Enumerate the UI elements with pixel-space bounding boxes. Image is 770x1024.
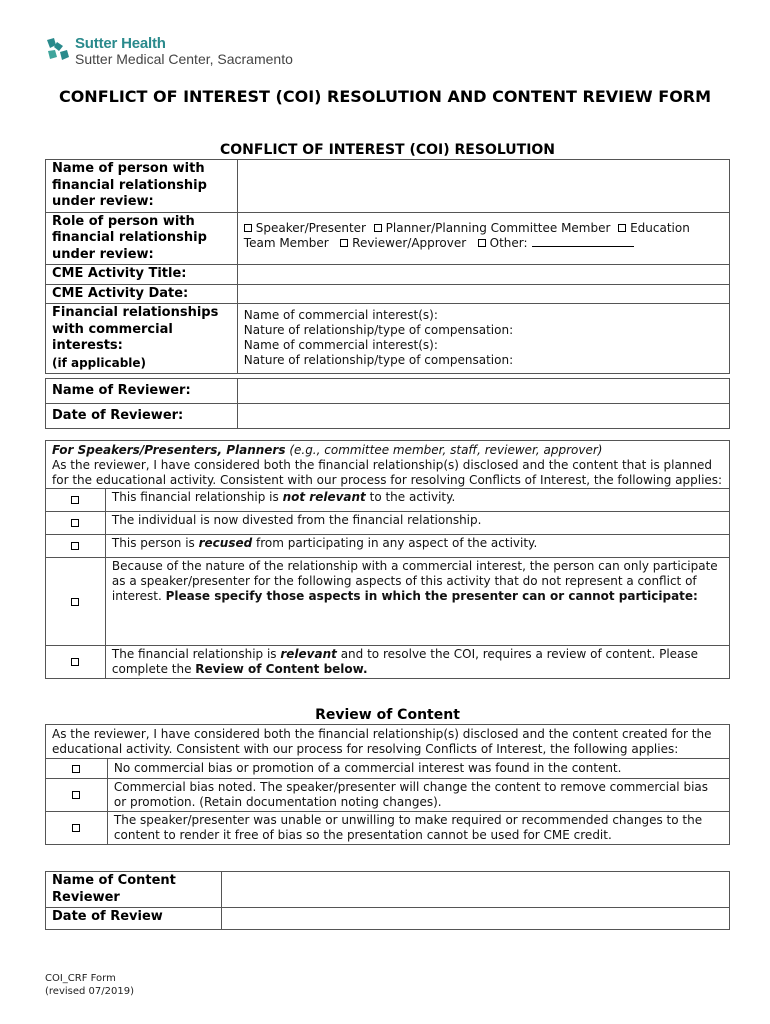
form-title: CONFLICT OF INTEREST (COI) RESOLUTION AND CONTENT REVIEW FORM: [58, 87, 712, 106]
coi-table: [45, 159, 730, 374]
option-education-label: Education: [630, 220, 690, 235]
option-planner-label: Planner/Planning Committee Member: [385, 220, 611, 235]
relationship-nature-line: Nature of relationship/type of compensation:: [243, 353, 514, 367]
table-row: [46, 284, 730, 304]
option-team-member-label: Team Member: [243, 235, 329, 250]
table-row: [46, 379, 730, 404]
table-row: [46, 812, 730, 845]
financial-label-cell: [46, 304, 238, 374]
speakers-option-5-checkbox[interactable]: [46, 646, 106, 679]
content-reviewer-name-label: Name of Content Reviewer: [46, 872, 222, 908]
financial-details[interactable]: [237, 304, 729, 374]
person-name-label: Name of person with financial relationship under review:: [46, 160, 238, 213]
table-row: [46, 304, 730, 374]
speakers-option-1-checkbox[interactable]: [46, 489, 106, 512]
financial-label-note: (if applicable): [52, 355, 147, 370]
role-options: [237, 212, 729, 265]
sutter-logo-icon: [45, 36, 71, 64]
speakers-option-1: This financial relationship is not relevant to the activity.: [105, 489, 729, 512]
speakers-option-2-checkbox[interactable]: [46, 512, 106, 535]
content-reviewer-name-field[interactable]: [221, 872, 729, 908]
activity-title-field[interactable]: [237, 265, 729, 285]
table-row: [46, 265, 730, 285]
table-row: [46, 646, 730, 679]
checkbox-planner[interactable]: [374, 224, 382, 232]
content-review-date-label: Date of Review: [46, 908, 222, 930]
speakers-option-2: The individual is now divested from the financial relationship.: [105, 512, 729, 535]
speakers-intro-italic: (e.g., committee member, staff, reviewer, approver): [289, 443, 603, 457]
person-name-field[interactable]: [237, 160, 729, 213]
review-option-1-checkbox[interactable]: [46, 759, 108, 779]
table-row: [46, 489, 730, 512]
table-row: [46, 212, 730, 265]
option-speaker-label: Speaker/Presenter: [255, 220, 366, 235]
table-row: [46, 404, 730, 429]
reviewer-name-label: Name of Reviewer:: [46, 379, 238, 404]
coi-section-heading: CONFLICT OF INTEREST (COI) RESOLUTION: [219, 142, 556, 158]
content-review-date-field[interactable]: [221, 908, 729, 930]
relationship-nature-line: Nature of relationship/type of compensation:: [243, 323, 514, 337]
review-option-2-checkbox[interactable]: [46, 779, 108, 812]
form-id: COI_CRF Form: [45, 973, 116, 984]
table-row: [46, 779, 730, 812]
table-row: [46, 725, 730, 759]
table-row: [46, 908, 730, 930]
checkbox-speaker[interactable]: [244, 224, 252, 232]
speakers-intro-text: As the reviewer, I have considered both the financial relationship(s) disclosed and the content that is planned for the educational activity. Consistent with our process for resolving Conflicts of Interest, the following applies:: [52, 458, 723, 487]
speakers-option-4-checkbox[interactable]: [46, 558, 106, 646]
facility-name: Sutter Medical Center, Sacramento: [75, 51, 293, 67]
reviewer-date-label: Date of Reviewer:: [46, 404, 238, 429]
checkbox-other[interactable]: [478, 239, 486, 247]
review-content-table: [45, 724, 730, 845]
review-option-3-checkbox[interactable]: [46, 812, 108, 845]
table-row: [46, 872, 730, 908]
reviewer-date-field[interactable]: [237, 404, 729, 429]
review-option-1: No commercial bias or promotion of a commercial interest was found in the content.: [107, 759, 729, 779]
table-row: [46, 759, 730, 779]
role-label: Role of person with financial relationship under review:: [46, 212, 238, 265]
review-intro: As the reviewer, I have considered both the financial relationship(s) disclosed and the content created for the educational activity. Consistent with our process for resolving Conflicts of Interest, the following applies:: [46, 725, 730, 759]
speakers-option-5: The financial relationship is relevant and to resolve the COI, requires a review of content. Please complete the Review of Content below.: [105, 646, 729, 679]
speakers-option-3: This person is recused from participating in any aspect of the activity.: [105, 535, 729, 558]
speakers-intro: [46, 441, 730, 489]
financial-label: Financial relationships with commercial interests:: [52, 305, 219, 353]
commercial-interest-line: Name of commercial interest(s):: [243, 338, 438, 352]
commercial-interest-line: Name of commercial interest(s):: [243, 308, 438, 322]
table-row: [46, 512, 730, 535]
speakers-option-3-checkbox[interactable]: [46, 535, 106, 558]
table-row: [46, 160, 730, 213]
sutter-health-logo: [45, 36, 293, 66]
reviewer-table: [45, 378, 730, 429]
revision-date: (revised 07/2019): [45, 986, 134, 997]
content-reviewer-table: [45, 871, 730, 930]
other-blank-field[interactable]: [532, 237, 634, 247]
activity-title-label: CME Activity Title:: [46, 265, 238, 285]
speakers-table: [45, 440, 730, 679]
speakers-option-4: Because of the nature of the relationship with a commercial interest, the person can only participate as a speaker/presenter for the following aspects of this activity that do not represent a conflict of interest. Please specify those aspects in which the presenter can or cannot participate:: [105, 558, 729, 646]
reviewer-name-field[interactable]: [237, 379, 729, 404]
checkbox-reviewer[interactable]: [340, 239, 348, 247]
table-row: [46, 535, 730, 558]
option-reviewer-label: Reviewer/Approver: [352, 235, 467, 250]
brand-name: Sutter Health: [75, 35, 166, 52]
table-row: [46, 441, 730, 489]
activity-date-field[interactable]: [237, 284, 729, 304]
form-footer: [45, 972, 134, 998]
speakers-intro-bold: For Speakers/Presenters, Planners: [52, 443, 286, 457]
activity-date-label: CME Activity Date:: [46, 284, 238, 304]
table-row: [46, 558, 730, 646]
review-option-3: The speaker/presenter was unable or unwilling to make required or recommended changes to the content to render it free of bias so the presentation cannot be used for CME credit.: [107, 812, 729, 845]
checkbox-education[interactable]: [618, 224, 626, 232]
review-content-heading: Review of Content: [315, 707, 460, 723]
review-option-2: Commercial bias noted. The speaker/presenter will change the content to remove commercial bias or promotion. (Retain documentation noting changes).: [107, 779, 729, 812]
option-other-label: Other:: [489, 235, 528, 250]
